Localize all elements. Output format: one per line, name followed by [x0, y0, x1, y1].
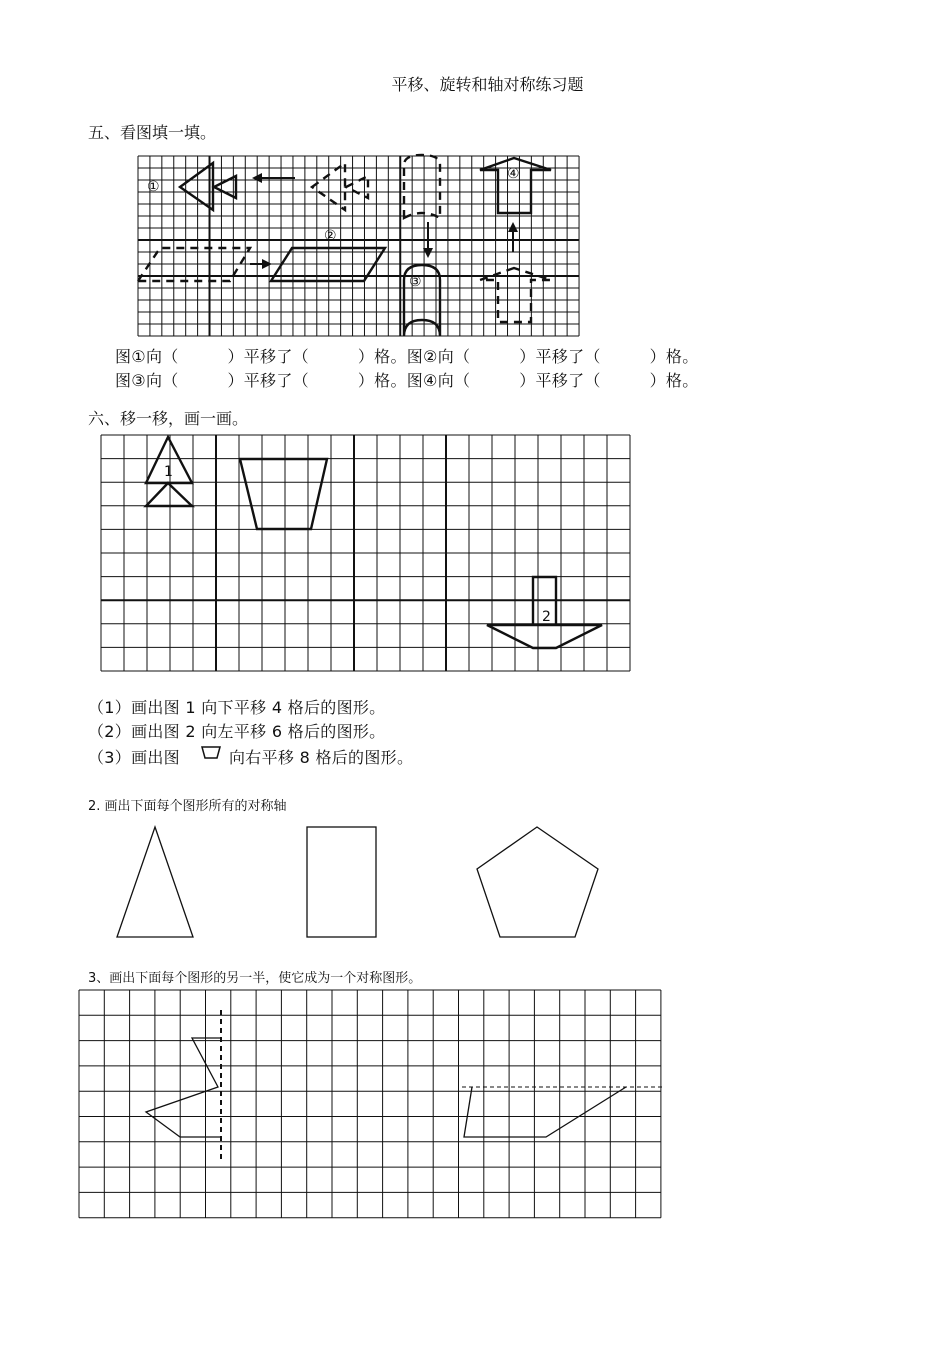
section5-fill-line2: 图③向（ ）平移了（ ）格。图④向（ ）平移了（ ）格。	[115, 371, 699, 390]
figure1-label: ①	[147, 179, 160, 195]
figure3-label: ③	[409, 274, 422, 290]
left-half-shape	[146, 1038, 221, 1137]
section5-heading: 五、看图填一填。	[88, 123, 217, 142]
top-half-shape	[464, 1087, 626, 1137]
section6-q3-prefix: （3）画出图	[88, 748, 180, 767]
figure4-label: ④	[507, 166, 520, 182]
section5-fill-line1: 图①向（ ）平移了（ ）格。图②向（ ）平移了（ ）格。	[115, 347, 699, 366]
page-title: 平移、旋转和轴对称练习题	[391, 75, 584, 94]
section6-q1: （1）画出图 1 向下平移 4 格后的图形。	[88, 698, 386, 717]
figure2-label: ②	[324, 228, 337, 244]
shape1-label: 1	[164, 464, 173, 480]
section2-heading: 2. 画出下面每个图形所有的对称轴	[88, 799, 287, 814]
section6-q3-suffix: 向右平移 8 格后的图形。	[229, 748, 414, 767]
section3-heading: 3、画出下面每个图形的另一半，使它成为一个对称图形。	[88, 971, 422, 986]
shape2-label: 2	[542, 609, 551, 625]
section6-heading: 六、移一移，画一画。	[88, 409, 249, 428]
section3-grid	[79, 990, 661, 1218]
section6-q2: （2）画出图 2 向左平移 6 格后的图形。	[88, 722, 386, 741]
